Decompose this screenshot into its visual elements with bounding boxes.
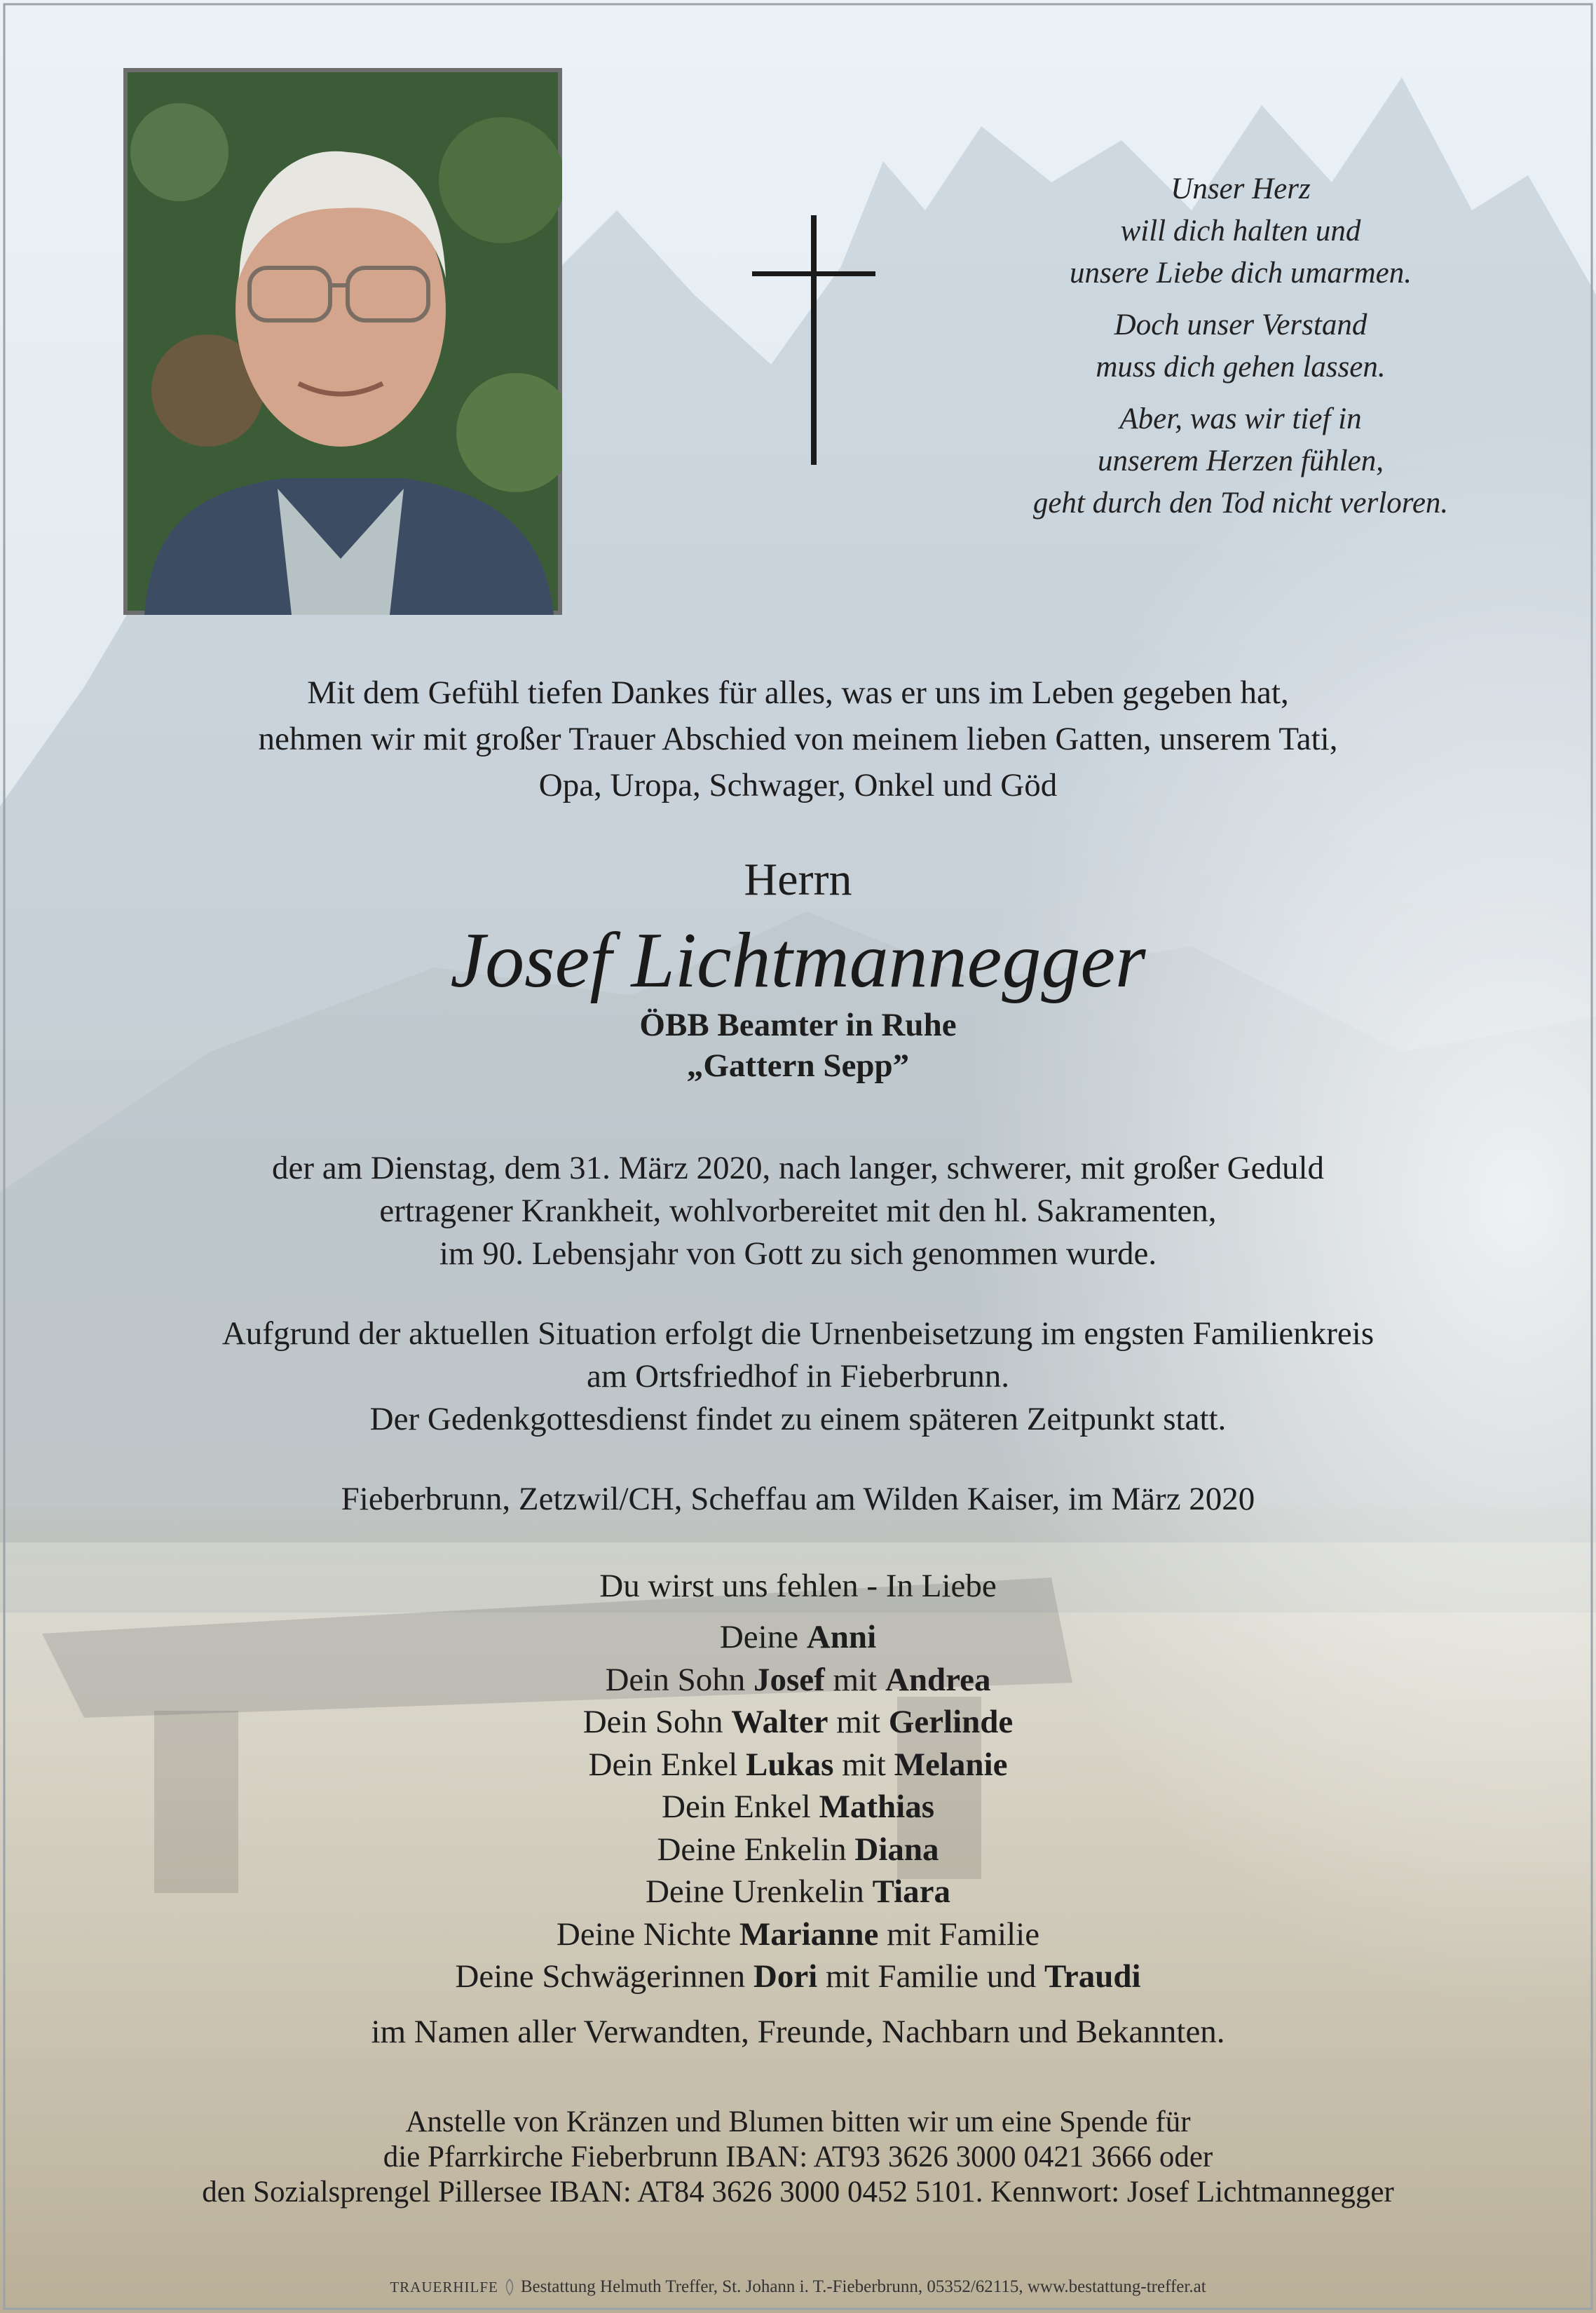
footer-brand: TRAUERHILFE bbox=[390, 2279, 498, 2295]
mourner-prefix: Deine Enkelin bbox=[657, 1831, 855, 1868]
leaf-icon bbox=[503, 2278, 517, 2296]
mourner-partner: Traudi bbox=[1044, 1958, 1141, 1995]
poem-line: geht durch den Tod nicht verloren. bbox=[1032, 487, 1449, 520]
mourner-partner: Andrea bbox=[885, 1661, 991, 1698]
mourner-mid: mit bbox=[833, 1746, 894, 1783]
mourner-name: Josef bbox=[753, 1661, 825, 1698]
burial-notice-line: Aufgrund der aktuellen Situation erfolgt die Urnenbeisetzung im engsten Familienkreis bbox=[221, 1315, 1375, 1352]
mourner-name: Walter bbox=[731, 1704, 828, 1740]
deceased-nickname: „Gattern Sepp” bbox=[686, 1047, 910, 1084]
intro-line: Mit dem Gefühl tiefen Dankes für alles, was er uns im Leben gegeben hat, bbox=[307, 674, 1289, 711]
footer bbox=[0, 2276, 1596, 2298]
place-date: Fieberbrunn, Zetzwil/CH, Scheffau am Wilden Kaiser, im März 2020 bbox=[341, 1481, 1255, 1517]
mourner-prefix: Dein Sohn bbox=[605, 1661, 753, 1698]
mourner-name: Diana bbox=[854, 1831, 939, 1868]
mourner-row bbox=[84, 1786, 1512, 1829]
closing-line: Du wirst uns fehlen - In Liebe bbox=[599, 1568, 997, 1604]
mourner-partner: Gerlinde bbox=[888, 1704, 1014, 1740]
deceased-name: Josef Lichtmannegger bbox=[450, 917, 1146, 1004]
mourner-prefix: Dein Sohn bbox=[582, 1704, 732, 1740]
salutation: Herrn bbox=[744, 854, 852, 905]
donation-line: die Pfarrkirche Fieberbrunn IBAN: AT93 3626 3000 0421 3666 oder bbox=[383, 2141, 1213, 2173]
mourner-prefix: Dein Enkel bbox=[588, 1746, 746, 1783]
donation-line: den Sozialsprengel Pillersee IBAN: AT84 3626 3000 0452 5101. Kennwort: Josef Lichtmannegger bbox=[202, 2176, 1394, 2209]
deceased-title: ÖBB Beamter in Ruhe bbox=[639, 1007, 957, 1043]
poem-stanza bbox=[953, 168, 1528, 294]
mourner-name: Anni bbox=[806, 1619, 877, 1655]
mourner-partner: Melanie bbox=[894, 1746, 1008, 1783]
mourner-mid: mit bbox=[824, 1661, 885, 1698]
poem-line: Unser Herz bbox=[1171, 172, 1311, 205]
relatives-line: im Namen aller Verwandten, Freunde, Nachbarn und Bekannten. bbox=[371, 2014, 1225, 2050]
burial-notice bbox=[84, 1312, 1512, 1441]
poem-line: Aber, was wir tief in bbox=[1119, 402, 1362, 435]
mourner-name: Marianne bbox=[739, 1915, 879, 1953]
mourner-name: Tiara bbox=[872, 1873, 951, 1910]
mourner-row bbox=[84, 1913, 1512, 1956]
mourner-mid: mit Familie und bbox=[817, 1958, 1045, 1995]
poem-stanza bbox=[953, 304, 1528, 388]
footer-text: Bestattung Helmuth Treffer, St. Johann i. T.-Fieberbrunn, 05352/62115, www.bestattung-treffer.at bbox=[520, 2277, 1206, 2296]
mourner-name: Mathias bbox=[819, 1789, 934, 1825]
mourner-row bbox=[84, 1616, 1512, 1659]
mourner-prefix: Deine Urenkelin bbox=[645, 1873, 873, 1910]
portrait-photo bbox=[123, 68, 562, 615]
intro-text bbox=[84, 670, 1512, 808]
mourners-list bbox=[84, 1616, 1512, 1998]
poem-line: muss dich gehen lassen. bbox=[1096, 351, 1386, 384]
poem-line: Doch unser Verstand bbox=[1114, 308, 1367, 341]
burial-notice-line: Der Gedenkgottesdienst findet zu einem späteren Zeitpunkt statt. bbox=[369, 1401, 1227, 1437]
donation-line: Anstelle von Kränzen und Blumen bitten wir um eine Spende für bbox=[405, 2105, 1191, 2138]
donation-request bbox=[84, 2105, 1512, 2210]
mourner-row bbox=[84, 1829, 1512, 1871]
death-notice-line: der am Dienstag, dem 31. März 2020, nach langer, schwerer, mit großer Geduld bbox=[271, 1150, 1325, 1186]
death-notice bbox=[84, 1147, 1512, 1275]
mourner-mid: mit bbox=[828, 1704, 889, 1740]
mourner-row bbox=[84, 1659, 1512, 1702]
burial-notice-line: am Ortsfriedhof in Fieberbrunn. bbox=[586, 1358, 1009, 1395]
mourner-row bbox=[84, 1871, 1512, 1913]
cross-icon bbox=[752, 215, 875, 465]
intro-line: Opa, Uropa, Schwager, Onkel und Göd bbox=[538, 767, 1058, 803]
mourner-prefix: Deine bbox=[719, 1619, 807, 1655]
poem-line: will dich halten und bbox=[1120, 215, 1361, 247]
mourner-row bbox=[84, 1701, 1512, 1744]
mourner-name: Lukas bbox=[746, 1746, 834, 1783]
mourner-prefix: Deine Schwägerinnen bbox=[455, 1958, 753, 1995]
death-notice-line: ertragener Krankheit, wohlvorbereitet mit den hl. Sakramenten, bbox=[379, 1193, 1217, 1229]
mourner-name: Dori bbox=[753, 1958, 818, 1995]
poem-line: unserem Herzen fühlen, bbox=[1097, 445, 1384, 477]
poem-line: unsere Liebe dich umarmen. bbox=[1069, 257, 1412, 290]
mourner-mid: mit Familie bbox=[878, 1915, 1040, 1953]
intro-line: nehmen wir mit großer Trauer Abschied von meinem lieben Gatten, unserem Tati, bbox=[258, 721, 1338, 757]
mourner-row bbox=[84, 1955, 1512, 1998]
mourner-prefix: Dein Enkel bbox=[662, 1789, 819, 1825]
death-notice-line: im 90. Lebensjahr von Gott zu sich genommen wurde. bbox=[439, 1235, 1157, 1272]
mourner-row bbox=[84, 1744, 1512, 1786]
poem-stanza bbox=[953, 398, 1528, 524]
mourner-prefix: Deine Nichte bbox=[556, 1915, 739, 1953]
memorial-poem bbox=[953, 168, 1528, 534]
